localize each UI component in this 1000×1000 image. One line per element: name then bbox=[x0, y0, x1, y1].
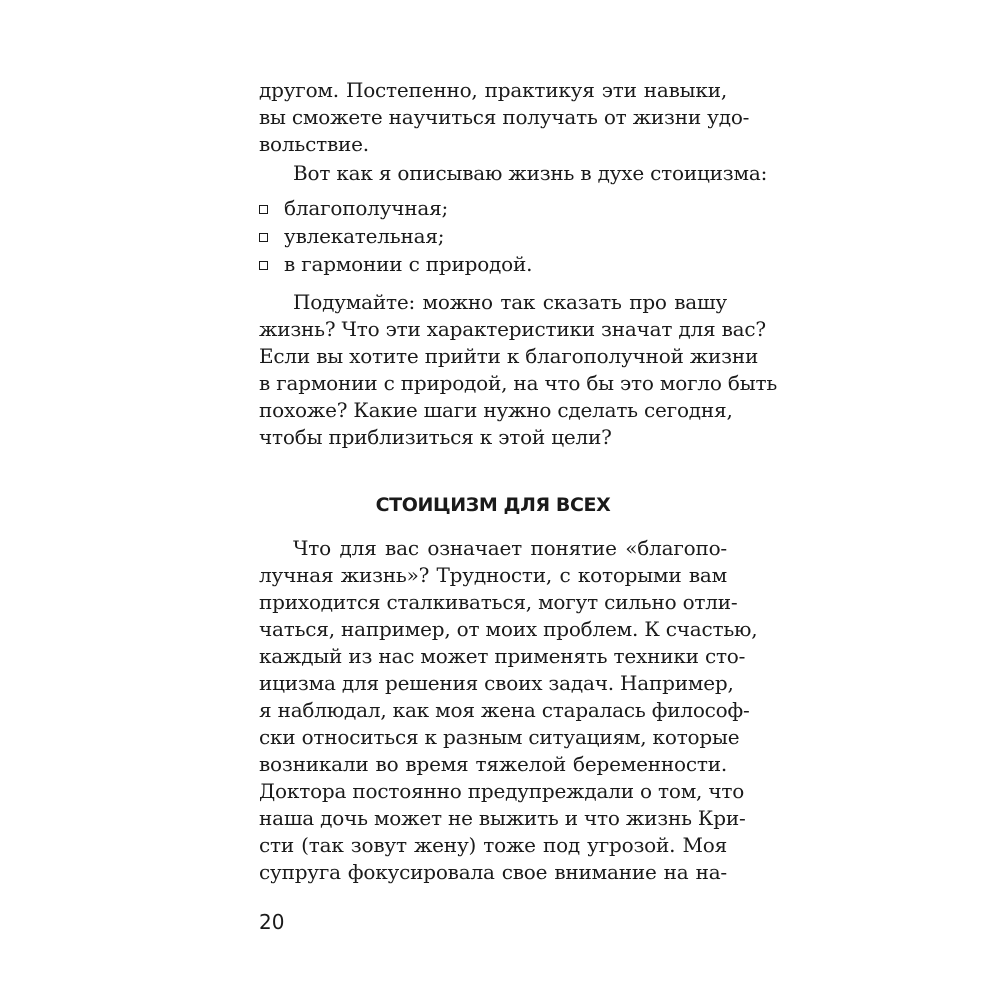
paragraph3-line-13: супруга фокусировала свое внимание на на- bbox=[259, 860, 727, 884]
paragraph2-line-5: похоже? Какие шаги нужно сделать сегодня, bbox=[259, 398, 733, 422]
paragraph2-line-2: жизнь? Что эти характеристики значат для вас? bbox=[259, 317, 766, 341]
paragraph3-line-11: наша дочь может не выжить и что жизнь Кри- bbox=[259, 806, 746, 830]
page-number: 20 bbox=[259, 910, 285, 934]
paragraph1-line-3: вольствие. bbox=[259, 132, 369, 156]
paragraph3-line-5: каждый из нас может применять техники сто- bbox=[259, 644, 746, 668]
list-item bbox=[259, 221, 444, 251]
paragraph2-line-4: в гармонии с природой, на что бы это могло быть bbox=[259, 371, 778, 395]
section-heading: СТОИЦИЗМ ДЛЯ ВСЕХ bbox=[375, 494, 611, 516]
paragraph3-line-9: возникали во время тяжелой беременности. bbox=[259, 752, 727, 776]
checkbox-bullet-icon bbox=[259, 233, 268, 242]
paragraph3-line-4: чаться, например, от моих проблем. К счастью, bbox=[259, 617, 758, 641]
paragraph3-line-1: Что для вас означает понятие «благопо- bbox=[293, 536, 727, 560]
paragraph3-line-8: ски относиться к разным ситуациям, которые bbox=[259, 725, 740, 749]
list-item-text: в гармонии с природой. bbox=[284, 252, 533, 276]
paragraph1-line-1: другом. Постепенно, практикуя эти навыки, bbox=[259, 78, 727, 102]
list-item bbox=[259, 193, 448, 223]
checkbox-bullet-icon bbox=[259, 261, 268, 270]
list-item-text: благополучная; bbox=[284, 196, 449, 220]
checkbox-bullet-icon bbox=[259, 205, 268, 214]
list-item-text: увлекательная; bbox=[284, 224, 445, 248]
paragraph2-line-1: Подумайте: можно так сказать про вашу bbox=[293, 290, 727, 314]
paragraph3-line-7: я наблюдал, как моя жена старалась философ- bbox=[259, 698, 750, 722]
paragraph3-line-2: лучная жизнь»? Трудности, с которыми вам bbox=[259, 563, 727, 587]
intro-line: Вот как я описываю жизнь в духе стоицизма: bbox=[293, 161, 768, 185]
paragraph3-line-6: ицизма для решения своих задач. Например, bbox=[259, 671, 734, 695]
paragraph3-line-10: Доктора постоянно предупреждали о том, что bbox=[259, 779, 745, 803]
paragraph2-line-3: Если вы хотите прийти к благополучной жизни bbox=[259, 344, 759, 368]
paragraph3-line-3: приходится сталкиваться, могут сильно отли- bbox=[259, 590, 738, 614]
paragraph1-line-2: вы сможете научиться получать от жизни удо- bbox=[259, 105, 750, 129]
list-item bbox=[259, 249, 532, 279]
paragraph3-line-12: сти (так зовут жену) тоже под угрозой. Моя bbox=[259, 833, 727, 857]
paragraph2-line-6: чтобы приблизиться к этой цели? bbox=[259, 425, 612, 449]
